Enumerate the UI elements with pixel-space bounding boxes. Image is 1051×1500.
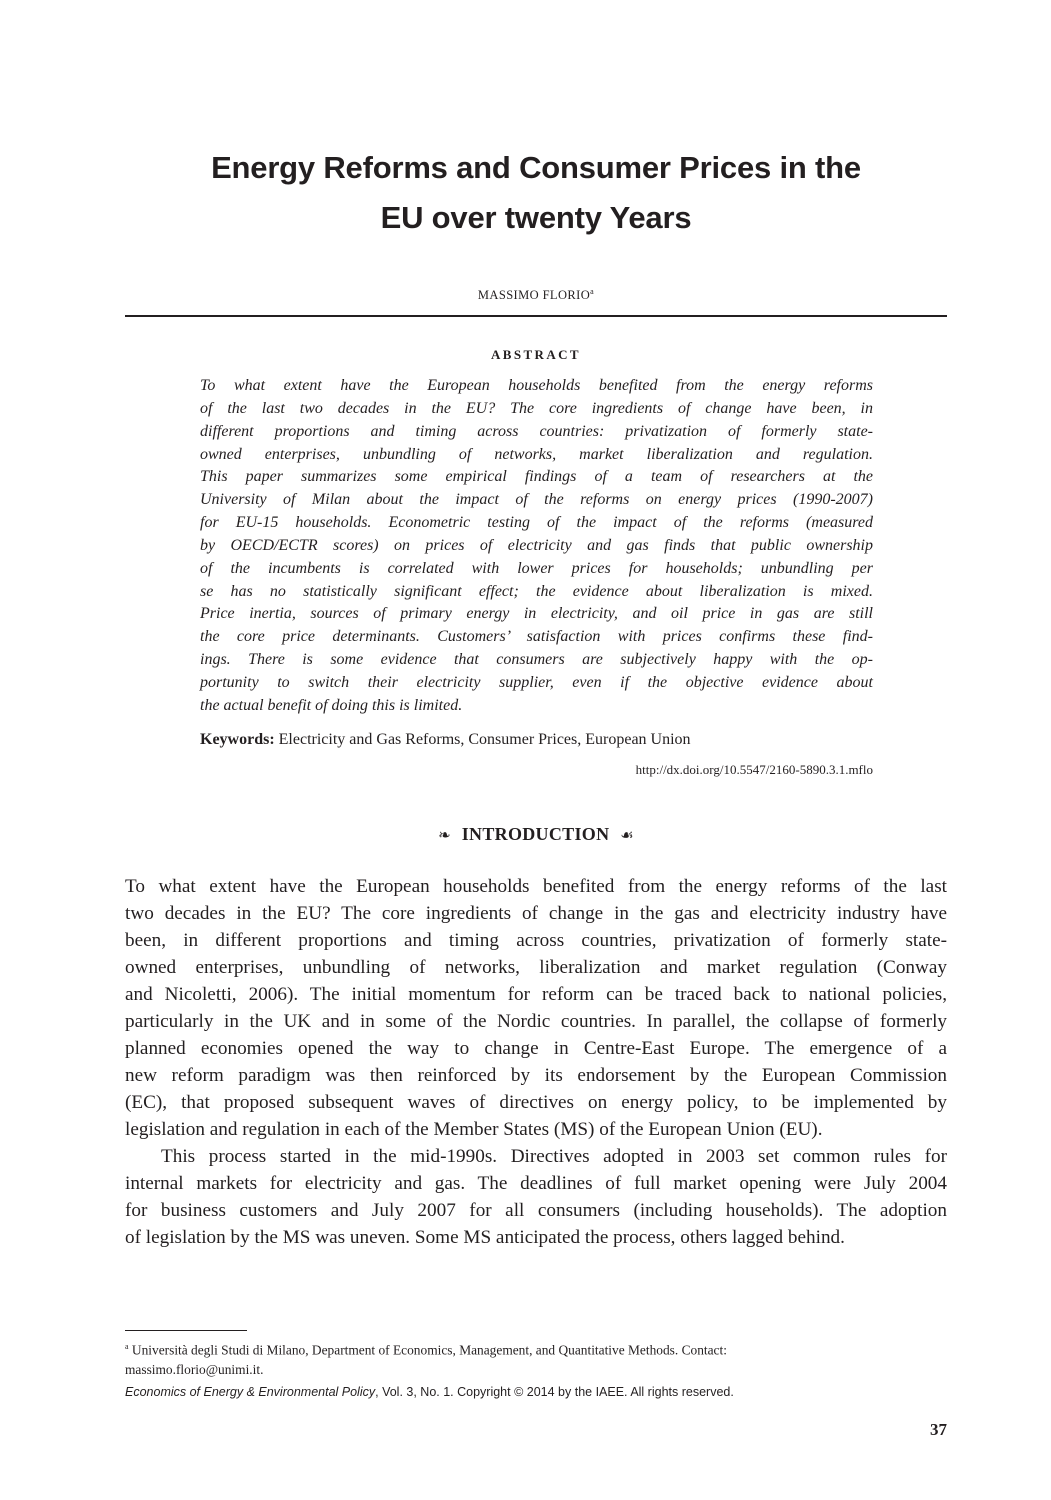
fleuron-right-icon: ☙ — [620, 828, 634, 844]
journal-copyright: , Vol. 3, No. 1. Copyright © 2014 by the IAEE. All rights reserved. — [375, 1385, 734, 1399]
abstract-line: Price inertia, sources of primary energy in electricity, and oil price in gas are still — [200, 605, 873, 623]
abstract-text — [200, 375, 873, 718]
footnote-marker: a — [125, 1342, 129, 1351]
page-number: 37 — [930, 1420, 947, 1439]
keywords-label: Keywords: — [200, 731, 275, 748]
paper-title — [125, 143, 947, 243]
body-line: owned enterprises, unbundling of networks, liberalization and market regulation (Conway — [125, 957, 947, 978]
author-affiliation-marker: a — [590, 287, 595, 296]
abstract-line: the actual benefit of doing this is limited. — [200, 696, 463, 714]
footnote — [125, 1337, 947, 1380]
body-line: (EC), that proposed subsequent waves of directives on energy policy, to be implemented by — [125, 1092, 947, 1113]
body-line: particularly in the UK and in some of the Nordic countries. In parallel, the collapse of formerly — [125, 1011, 947, 1032]
section-heading-text: INTRODUCTION — [461, 824, 610, 844]
body-line: of legislation by the MS was uneven. Some MS anticipated the process, others lagged behind. — [125, 1227, 845, 1248]
keywords — [200, 729, 873, 751]
abstract-line: ings. There is some evidence that consumers are subjectively happy with the op- — [200, 651, 873, 669]
body-line: two decades in the EU? The core ingredients of change in the gas and electricity industry have — [125, 903, 947, 924]
abstract-line: different proportions and timing across countries: privatization of formerly state- — [200, 422, 873, 440]
abstract-line: To what extent have the European households benefited from the energy reforms — [200, 377, 873, 394]
title-line: EU over twenty Years — [380, 200, 692, 235]
body-line: planned economies opened the way to change in Centre-East Europe. The emergence of a — [125, 1038, 947, 1059]
author-line — [125, 287, 947, 303]
abstract-line: owned enterprises, unbundling of networks, market liberalization and regulation. — [200, 445, 873, 463]
body-line: for business customers and July 2007 for all consumers (including households). The adoption — [125, 1200, 947, 1221]
abstract-line: This paper summarizes some empirical findings of a team of researchers at the — [200, 468, 873, 486]
body-line: and Nicoletti, 2006). The initial momentum for reform can be traced back to national policies, — [125, 984, 947, 1005]
body-line: internal markets for electricity and gas. The deadlines of full market opening were July 2004 — [125, 1173, 947, 1194]
introduction-body — [125, 873, 947, 1251]
abstract-line: of the incumbents is correlated with lower prices for households; unbundling per — [200, 559, 873, 577]
body-line: been, in different proportions and timing across countries, privatization of formerly state- — [125, 930, 947, 951]
abstract-line: se has no statistically significant effect; the evidence about liberalization is mixed. — [200, 582, 873, 600]
title-line: Energy Reforms and Consumer Prices in the — [211, 150, 861, 185]
keywords-text: Electricity and Gas Reforms, Consumer Prices, European Union — [278, 731, 691, 748]
abstract-line: portunity to switch their electricity supplier, even if the objective evidence about — [200, 673, 873, 691]
footnote-line — [125, 1337, 947, 1360]
section-heading-introduction — [125, 824, 947, 845]
footnote-rule — [125, 1330, 247, 1331]
body-line: legislation and regulation in each of the Member States (MS) of the European Union (EU). — [125, 1119, 823, 1140]
journal-name: Economics of Energy & Environmental Policy — [125, 1385, 376, 1399]
fleuron-left-icon: ❧ — [438, 828, 451, 844]
abstract-heading: ABSTRACT — [491, 347, 581, 362]
body-line: To what extent have the European households benefited from the energy reforms of the last — [125, 876, 947, 897]
abstract-line: of the last two decades in the EU? The core ingredients of change have been, in — [200, 399, 873, 417]
body-line: This process started in the mid-1990s. Directives adopted in 2003 set common rules for — [161, 1146, 947, 1167]
abstract-line: the core price determinants. Customers’ satisfaction with prices confirms these find- — [200, 628, 873, 646]
abstract-line: by OECD/ECTR scores) on prices of electricity and gas finds that public ownership — [200, 536, 873, 554]
footnote-affiliation: Università degli Studi di Milano, Department of Economics, Management, and Quantitative Methods. Contact: — [131, 1342, 727, 1358]
journal-citation — [125, 1382, 947, 1402]
abstract-line: University of Milan about the impact of the reforms on energy prices (1990-2007) — [200, 491, 873, 509]
abstract-line: for EU-15 households. Econometric testing of the impact of the reforms (measured — [200, 514, 873, 532]
footnote-email: massimo.florio@unimi.it. — [125, 1362, 264, 1378]
author-name: MASSIMO FLORIO — [477, 288, 591, 303]
doi-link[interactable]: http://dx.doi.org/10.5547/2160-5890.3.1.mflo — [635, 762, 873, 777]
body-line: new reform paradigm was then reinforced by its endorsement by the European Commission — [125, 1065, 947, 1086]
header-rule — [125, 315, 947, 317]
